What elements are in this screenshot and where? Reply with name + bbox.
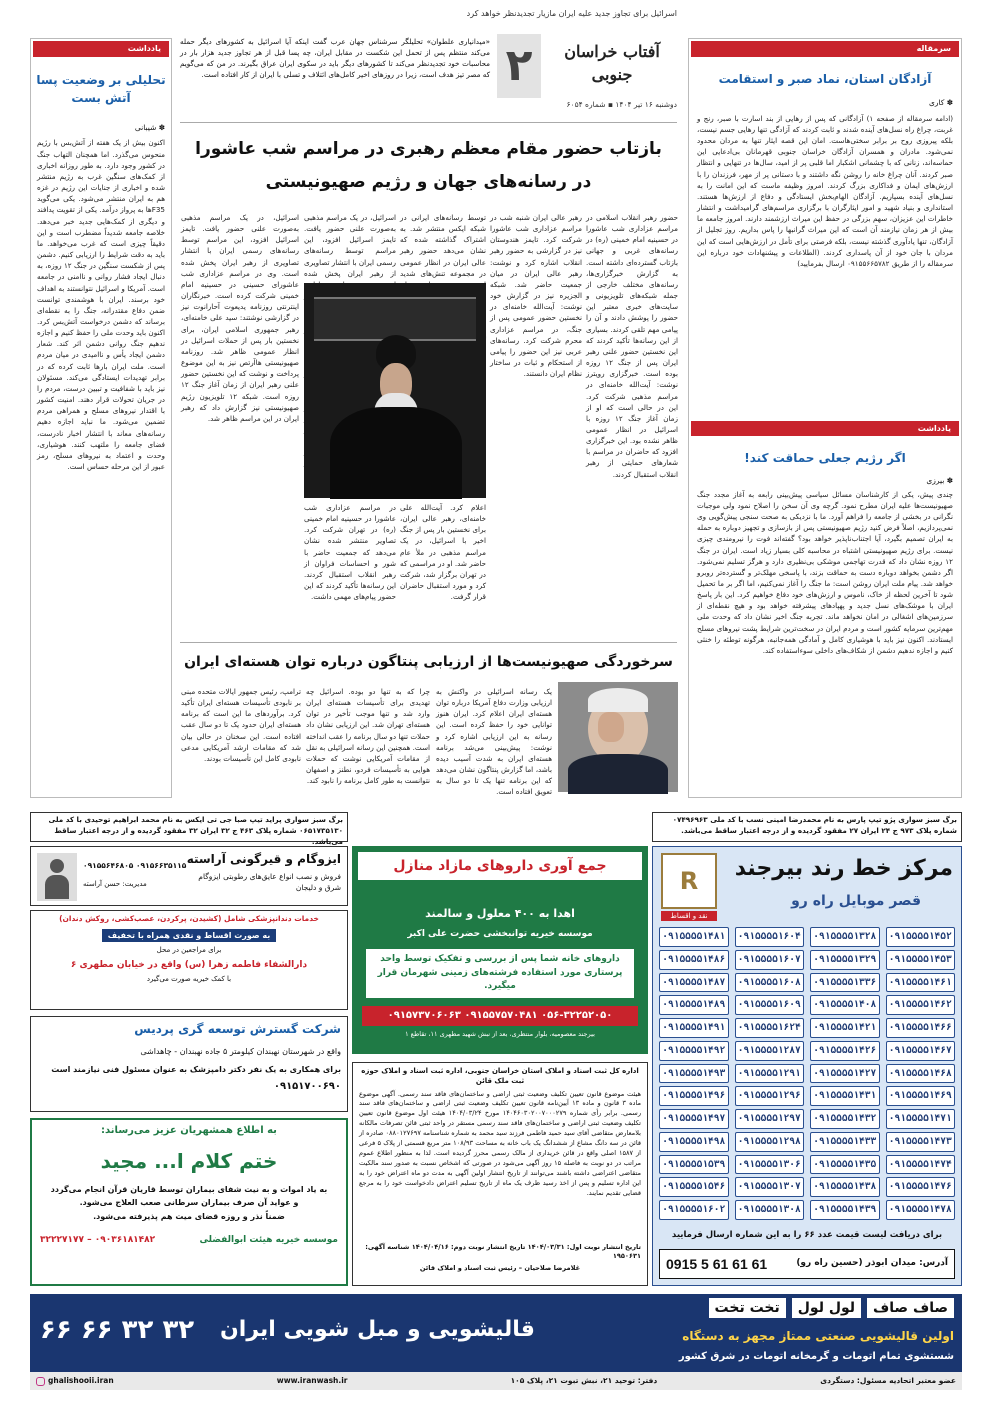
- second-col2: چرا که به تنها دو بوده. اسرائیل چه تهدیدی برای تأسیسات هسته‌ای ایران وارد شد و تنها موجب تأخیر در توان هسته‌ای تهران شد. این ارزیابی نشان داد حملات تنها دو سال برنامه را عقب انداخته است. همچنین این رسانه اسرائیلی به نقل از مقامات آمریکایی نوشت که حملات هوایی به تأسیسات فردو، نطنز و اصفهان نتوانست به طور کامل برنامه را نابود کند.: [306, 687, 430, 786]
- legal-dates: تاریخ انتشار نوبت اول: ۱۴۰۴/۰۳/۳۱ تاریخ انتشار نوبت دوم: ۱۴۰۴/۰۴/۱۶ شناسه آگهی: ۱۹۵۰۶۳۱: [365, 1242, 641, 1261]
- phone-number-item[interactable]: ۰۹۱۵۵۵۵۱۴۲۱: [810, 1018, 880, 1038]
- phone-center-ad: [652, 846, 962, 1286]
- logo: آفتاب خراسان جنوبی: [564, 42, 660, 85]
- carpet-web[interactable]: www.iranwash.ir: [276, 1375, 348, 1385]
- right-column: [688, 38, 962, 798]
- pardis-ad: [30, 1016, 348, 1112]
- phone-number-item[interactable]: ۰۹۱۵۵۵۵۱۵۴۶: [659, 1177, 729, 1197]
- legal-title: اداره کل ثبت اسناد و املاک استان خراسان جنوبی، اداره ثبت اسناد و املاک حوزه ثبت ملک قائن: [361, 1067, 639, 1085]
- drugs-address: بیرجند معصومیه، بلوار منتظری، بعد از نبش شهید مطهری ۱۱، تقاطع ۱: [405, 1030, 595, 1039]
- phone-number-item[interactable]: ۰۹۱۵۵۵۵۱۵۳۹: [659, 1155, 729, 1175]
- left-title: تحلیلی بر وضعیت پسا آتش بست: [36, 72, 166, 105]
- phone-number-item[interactable]: ۰۹۱۵۵۵۵۱۶۰۷: [735, 950, 805, 970]
- main-body-col5: اسرائیل، در یک مراسم مذهبی به‌صورت علنی حضور یافت. تایمز اسرائیل افزود، این مراسم توسط رسانه‌های رسمی ایران با انتشار تصاویری از رهبر ایران پخش شده است. وی در مراسم عزاداری شب عاشورای حسینی در حسینیه امام خمینی شرکت کرده است. خبرنگاران اینترنتی روزنامه یدیعوت آحارانوت نیز در گزارشی نوشتند: سید علی خامنه‌ای، رهبر جمهوری اسلامی ایران، برای نخستین بار پس از حملات اسرائیل در انظار عمومی ظاهر شد. روزنامه صهیونیستی هاآرتص نیز به این موضوع پرداخت و نوشت که این نخستین حضور علنی رهبر ایران از زمان آغاز جنگ ۱۲ روزه است. شبکه ۱۲ تلویزیون رژیم صهیونیستی نیز گزارش داد که رهبر ایران در این مراسم ظاهر شد.: [181, 213, 299, 423]
- phone-number-item[interactable]: ۰۹۱۵۵۵۵۱۴۲۶: [810, 1041, 880, 1061]
- drugs-title: جمع آوری داروهای مازاد منازل: [358, 852, 642, 880]
- phone-number-item[interactable]: ۰۹۱۵۵۵۵۱۴۷۴: [886, 1155, 956, 1175]
- main-title-line2: در رسانه‌های جهان و رژیم صهیونیستی: [265, 171, 592, 192]
- carpet-sub1: اولین قالیشویی صنعتی ممتاز مجهز به دستگاه: [682, 1329, 954, 1343]
- isogam-title: ایزوگام و قیرگونی آراسته: [186, 852, 341, 866]
- khatm-l2: و عواید آن صرف بیماران سرطانی صعب العلاج می‌شود.: [79, 1198, 299, 1208]
- phone-number-item[interactable]: ۰۹۱۵۵۵۵۱۴۸۶: [659, 950, 729, 970]
- phone-number-item[interactable]: ۰۹۱۵۵۵۵۱۴۶۶: [886, 1018, 956, 1038]
- khatm-phones[interactable]: ۰۹۰۳۶۱۸۱۴۸۲ – ۳۲۲۲۷۱۷۷: [40, 1235, 156, 1246]
- phone-number-item[interactable]: ۰۹۱۵۵۵۵۱۴۶۷: [886, 1041, 956, 1061]
- registration-notice-right: برگ سبز سواری پژو تیپ پارس به نام محمدرضا امینی نسب با کد ملی ۰۷۴۹۶۹۶۳ شماره پلاک ۹۷۳ ج ۲۴ ایران ۲۷ مفقود گردیده و از درجه اعتبار ساقط می‌باشد.: [652, 812, 962, 842]
- left-label: یادداشت: [33, 41, 169, 57]
- phone-number-item[interactable]: ۰۹۱۵۵۵۵۱۴۳۸: [810, 1177, 880, 1197]
- khatm-org: موسسه خیریه هیئت ابوالفضلی: [199, 1235, 338, 1246]
- drugs-line3: داروهای خانه شما پس از بررسی و تفکیک توسط واحد پرستاری مورد استفاده فرشته‌های زمینی شهرمان قرار میگیرد.: [366, 949, 634, 998]
- phone-number-item[interactable]: ۰۹۱۵۵۵۵۱۴۷۶: [886, 1177, 956, 1197]
- isogam-ad: [30, 846, 348, 906]
- dental-ad: [30, 910, 348, 1010]
- left-column: [30, 38, 172, 798]
- phone-number-item[interactable]: ۰۹۱۵۵۵۵۱۴۹۱: [659, 1018, 729, 1038]
- isogam-phones[interactable]: ۰۹۱۵۶۶۳۵۱۱۵ ۰۹۱۵۵۶۴۶۸۰۵: [83, 861, 187, 870]
- drugs-line2: موسسه خیریه توانبخشی حضرت علی اکبر: [407, 929, 593, 940]
- phone-number-item[interactable]: ۰۹۱۵۵۵۵۱۶۰۲: [659, 1200, 729, 1220]
- editorial-body: (ادامه سرمقاله از صفحه ۱) آزادگانی که پس از رهایی از بند اسارت با صبر، رنج و غربت، چراغ راه نسل‌های آینده شدند و ثابت کردند که آزادگی تنها رهایی جسم نیست، بلکه پیروزی روح بر برابر سختی‌هاست. امان این قصه ایثار تنها به مردان محدود نمی‌شود. مادران و همسران آزادگان خراسان جنوبی قهرمانان بی‌ادعایی این حماسه‌اند، زنانی که با چشمانی اشکبار اما قلبی پر از امید، سال‌ها در تنهایی و انتظار صبر کردند. آنان چراغ خانه را روشن نگه داشتند و با دستانی پر از مهر، فرزندان را با ارزش‌های ایمان و فداکاری بزرگ کردند. امروز وظیفه ماست که این امانت را به نسل‌های آینده بسپاریم. آزادگان الهام‌بخش ایستادگی و دفاع از ارزش‌ها هستند. استانداری و بنیاد شهید و امور ایثارگران با برگزاری مراسم‌های گرامیداشت و انتشار خاطرات این عزیزان، سهم بزرگی در حفظ این میراث ارزشمند دارند. امروز جامعه ما بیش از هر زمان نیازمند آن است که این میراث گرانبها را پاس بداریم. روز تجلیل از آزادگان، تنها یادآوری گذشته نیست، بلکه فرصتی برای تأمل در ارزش‌هایی است که این مردان با جان خود از آن پاسداری کردند. (الطلاعات و پیشنهادات خود درباره این سرمقاله را از طریق ۰۹۱۵۵۶۶۵۷۸۲ ارسال بفرمایید): [697, 113, 954, 268]
- isogam-manager: مدیریت: حسن آراسته: [83, 880, 147, 888]
- phone-number-item[interactable]: ۰۹۱۵۵۵۵۱۲۸۷: [735, 1041, 805, 1061]
- legal-body: هیئت موضوع قانون تعیین تکلیف وضعیت ثبتی اراضی و ساختمان‌های فاقد سند رسمی. آگهی موضوع ماده ۳ قانون و ماده ۱۳ آیین‌نامه قانون تعیین تکلیف وضعیت ثبتی اراضی و ساختمان‌های فاقد سند رسمی. برابر رأی شماره ۱۴۰۴۶۰۳۰۲۰۰۷۰۰۰۲۷۹ مورخ ۱۴۰۴/۰۳/۲۴ هیئت اول موضوع قانون تعیین تکلیف وضعیت ثبتی اراضی و ساختمان‌های فاقد سند رسمی مستقر در واحد ثبتی قائن تصرفات مالکانه بلامعارض متقاضی آقای سید حمید فاطمی فرزند سید محمد به شماره شناسنامه ۰۸۸۰۱۲۷۶۹۷ صادره از قائن در سه دانگ مشاع از ششدانگ یک باب خانه به مساحت ۱۰۸/۹۳ متر مربع قسمتی از پلاک ۵ فرعی از ۱۵۸۷ اصلی واقع در قائن خریداری از مالک رسمی محرز گردیده است. لذا به منظور اطلاع عموم مراتب در دو نوبت به فاصله ۱۵ روز آگهی می‌شود در صورتی که اشخاص نسبت به صدور سند مالکیت متقاضی اعتراضی داشته باشند می‌توانند از تاریخ انتشار اولین آگهی به مدت دو ماه اعتراض خود را به این اداره تسلیم و پس از اخذ رسید ظرف یک ماه از تاریخ تسلیم اعتراض دادخواست خود را به مرجع قضایی تقدیم نمایند.: [359, 1089, 642, 1197]
- phone-number-item[interactable]: ۰۹۱۵۵۵۵۱۴۳۹: [810, 1200, 880, 1220]
- phone-number-item[interactable]: ۰۹۱۵۵۵۵۱۶۲۴: [735, 1018, 805, 1038]
- phone-number-item[interactable]: ۰۹۱۵۵۵۵۱۴۷۳: [886, 1132, 956, 1152]
- second-col1: یک رسانه اسرائیلی در واکنش به ارزیابی وزارت دفاع آمریکا درباره توان هسته‌ای ایران اعلام کرد. ایران هنوز توانایی خود را حفظ کرده است. این رسانه به این ارزیابی اشاره کرد و نوشت: پیش‌بینی می‌شد برنامه هسته‌ای ایران به شدت آسیب دیده باشد، اما گزارش پنتاگون نشان می‌دهد که این برنامه تنها یک تا دو سال به تعویق افتاده است.: [436, 687, 552, 797]
- header: [180, 8, 677, 118]
- phone-number-item[interactable]: ۰۹۱۵۵۵۵۱۴۵۳: [886, 950, 956, 970]
- article-divider: [180, 642, 677, 643]
- carpet-insta[interactable]: ghalishooii.iran: [36, 1376, 114, 1387]
- phone-number-item[interactable]: ۰۹۱۵۵۵۵۱۴۶۹: [886, 1086, 956, 1106]
- khatm-title: ختم کلام ا... مجید: [100, 1148, 278, 1173]
- carpet-title: قالیشویی و مبل شویی ایران: [220, 1317, 535, 1342]
- carpet-footer: [30, 1372, 962, 1390]
- dental-sub2: برای مراجعین در محل: [156, 946, 222, 955]
- editorial-label: سرمقاله: [691, 41, 959, 57]
- note-title: اگر رژیم جعلی حماقت کند!: [744, 451, 906, 466]
- phone-number-item[interactable]: ۰۹۱۵۵۵۵۱۴۸۷: [659, 973, 729, 993]
- page-number: ۲: [497, 34, 541, 98]
- instagram-icon: [36, 1377, 45, 1386]
- phone-number-item[interactable]: ۰۹۱۵۵۵۵۱۴۹۲: [659, 1041, 729, 1061]
- phone-number-item[interactable]: ۰۹۱۵۵۵۵۱۴۰۸: [810, 995, 880, 1015]
- phone-number-item[interactable]: ۰۹۱۵۵۵۵۱۴۳۱: [810, 1086, 880, 1106]
- carpet-phone[interactable]: ۳۲ ۳۲ ۶۶ ۶۶: [40, 1315, 195, 1345]
- person-icon: [37, 853, 77, 901]
- second-article-title: سرخوردگی صهیونیست‌ها از ارزیابی پنتاگون درباره توان هسته‌ای ایران: [184, 654, 673, 670]
- khatm-head: به اطلاع همشهریان عزیز می‌رساند:: [101, 1125, 277, 1136]
- note-author: ✽ بیرزی: [926, 475, 953, 485]
- main-article-title: [180, 137, 677, 194]
- main-title-line1: بازتاب حضور مقام معظم رهبری در مراسم شب عاشورا: [195, 139, 662, 159]
- dental-footer: با کمک خیریه صورت می‌گیرد: [146, 975, 232, 984]
- phone-number-item[interactable]: ۰۹۱۵۵۵۵۱۴۸۹: [659, 995, 729, 1015]
- phone-number-item[interactable]: ۰۹۱۵۵۵۵۱۲۹۶: [735, 1086, 805, 1106]
- phone-number-item[interactable]: ۰۹۱۵۵۵۵۱۲۹۷: [735, 1109, 805, 1129]
- phone-number-item[interactable]: ۰۹۱۵۵۵۵۱۴۶۱: [886, 973, 956, 993]
- pardis-addr: واقع در شهرستان نهبندان کیلومتر ۵ جاده نهبندان - چاهداشی: [140, 1047, 341, 1057]
- pardis-title: شرکت گسترش توسعه گری پردیس: [134, 1022, 341, 1036]
- header-divider: [180, 122, 677, 123]
- header-intro: «میدانیاری علطوان» تحلیلگر سرشناس جهان عرب گفت اینکه آیا اسرائیل به کشورهای دیگر حمله می‌کند منتظم پس از تحمل این شکست در مقابل ایران، چه پسا قبل از هر تجاوز جدید هزار بار در محاسبات خود تجدیدنظر می‌کند تا کشورهای دیگر باید در سکوی ایران عراق بگیرند. در من که می‌گویم که مصر تیز هدف است، زیرا در روزهای اخیر کامل‌های ائتلاف و تسلی با ایران از کار افتاده است.: [180, 37, 490, 80]
- phone-center-subtitle: قصر موبایل راه رو: [791, 893, 921, 909]
- dental-sub1: به صورت اقساط و نقدی همراه با تخفیف: [102, 929, 277, 943]
- carpet-wash-ad: [30, 1294, 962, 1390]
- installment-badge: نقد و اقساط: [661, 911, 717, 921]
- phone-number-item[interactable]: ۰۹۱۵۵۵۵۱۴۶۲: [886, 995, 956, 1015]
- phone-number-item[interactable]: ۰۹۱۵۵۵۵۱۴۹۷: [659, 1109, 729, 1129]
- phone-number-item[interactable]: ۰۹۱۵۵۵۵۱۴۳۳: [810, 1132, 880, 1152]
- phone-number-item[interactable]: ۰۹۱۵۵۵۵۱۳۲۸: [810, 927, 880, 947]
- phone-center-title: مرکز خط رند بیرجند: [734, 856, 953, 881]
- netanyahu-photo: [558, 682, 678, 792]
- phone-number-item[interactable]: ۰۹۱۵۵۵۵۱۳۰۸: [735, 1200, 805, 1220]
- date-issue: دوشنبه ۱۶ تیر ۱۴۰۴ ▪ شماره ۶۰۵۴: [566, 100, 677, 109]
- legal-notice: [352, 1062, 648, 1286]
- phone-number-item[interactable]: ۰۹۱۵۵۵۵۱۴۹۸: [659, 1132, 729, 1152]
- main-lower-col1: اعلام کرد. آیت‌الله علی خامنه‌ای، رهبر عالی ایران، برای نخستین بار پس از جنگ اخیر با اسرائیل، در یک مراسم مذهبی در ملأ عام حاضر شد. او در مراسمی که در تهران برگزار شد، شرکت کرد و مورد استقبال حاضران قرار گرفت.: [400, 503, 486, 602]
- phone-number-item[interactable]: ۰۹۱۵۵۵۵۱۴۲۷: [810, 1064, 880, 1084]
- phone-number-item[interactable]: ۰۹۱۵۵۵۵۱۴۵۲: [886, 927, 956, 947]
- left-body: اکنون بیش از یک هفته از آتش‌بس با رژیم منحوس می‌گذرد. اما همچنان التهاب جنگ در کشور وجود دارد. به طور روزانه اخباری از کمک‌های سنگین غرب به رژیم منتشر شده و اخباری از جنایات این رژیم در غزه هم به ایران منتشر می‌شود. یکی می‌گوید F35ها به پرواز درآمد. یکی از تقویت پدافند و دیگری از کمک‌هایی جدید خبر می‌دهد. خلاصه جامعه شدیداً مضطرب است و این دقیقاً چیزی است که غرب می‌خواهد. ما باید به دقت شرایط را ارزیابی کنیم. دشمن پس از شکست سنگین در جنگ ۱۲ روزه، به دنبال ایجاد فشار روانی و ناامنی در جامعه است. آمریکا و اسرائیل نتوانستند به اهداف خود برسند. ایران با هوشمندی توانست ضمن دفاع مقتدرانه، جنگ را به نقطه‌ای برساند که دشمن درخواست آتش‌بس کرد. اکنون باید وحدت ملی را حفظ کنیم و اجازه ندهیم جنگ روانی دشمن اثر کند. شعار دشمن ایجاد یأس و ناامیدی در میان مردم است. ملت ایران بارها ثابت کرده که در برابر تهدیدات ایستادگی می‌کند. مسئولان نیز باید با شفافیت و تبیین درست، مردم را در جریان تحولات قرار دهند. امنیت کشور با اقتدار نیروهای مسلح و همراهی مردم تضمین می‌شود. ما نباید اجازه دهیم رسانه‌های معاند با انتشار اخبار نادرست، فضای جامعه را ملتهب کنند. هوشیاری، وحدت و اعتماد به نیروهای مسلح، رمز عبور از این مرحله حساس است.: [37, 138, 166, 471]
- top-ticker: اسرائیل برای تجاوز جدید علیه ایران مازیار تجدیدنظر خواهد کرد: [466, 9, 677, 18]
- phone-number-item[interactable]: ۰۹۱۵۵۵۵۱۴۹۳: [659, 1064, 729, 1084]
- phone-center-phone[interactable]: 0915 5 61 61 61: [666, 1255, 768, 1272]
- main-body-col3: توسط رسانه‌های ایرانی در شبکه ایکس منتشر شد. به اشتراک گذاشته شده که نشان می‌دهد حضور رهبر عالی ایران در انظار عمومی در مجموعه تنش‌های شدید: [400, 213, 486, 278]
- note-body: چندی پیش، یکی از کارشناسان مسائل سیاسی پیش‌بینی رابعه به آغاز مجدد جنگ صهیونیست‌ها علیه ایران مطرح نمود. گرچه وی آن سخن را اصلاح نمود ولی موجبات نگرانی در بخشی از جامعه را فراهم آورد. ما با نزدیکی به صحت سنجی پیش‌گویی وی نمی‌پردازیم، اصلاً فرض کنید رژیم صهیونیستی پس از بازسازی و تجهیز دوباره به حمله به ایران تصمیم بگیرد، آیا اجتناب‌ناپذیر خواهد بود؟ گفته‌اند فوت را نیرومندی چیزی نیست. برای رژیم صهیونیستی اشتباه در محاسبه کلی بسیار زیاد است. ایران در جنگ ۱۲ روزه نشان داد که قدرت تهاجمی موشکی بی‌نظیری دارد و هرگز تسلیم نمی‌شود. اگر دشمن بخواهد دوباره دست به حماقت بزند، با پاسخی مهلک‌تر و گسترده‌تر روبرو خواهد شد. پیام ملت ایران روشن است: ما جنگ را آغاز نمی‌کنیم، اما اگر بر ما تحمیل شود تا آخرین لحظه از خاک، ناموس و ارزش‌های خود دفاع خواهیم کرد. این بار پاسخ ایران با موشک‌های نسل جدید و پهپادهای پیشرفته خواهد بود و هیچ نقطه‌ای از سرزمین‌های اشغالی در امان نخواهد ماند. تجربه جنگ اخیر نشان داد که وحدت ملی مهم‌ترین سرمایه کشور است و مردم ایران در سخت‌ترین شرایط پشت نیروهای مسلح ایستادند. اکنون نیز باید با هوشیاری کامل و آمادگی همه‌جانبه، هرگونه توطئه را خنثی کنیم و اجازه ندهیم دشمن از شکاف‌های داخلی سوءاستفاده کند.: [697, 489, 953, 655]
- editorial-author: ✽ کاری: [928, 97, 953, 107]
- carpet-labels: صاف صاف لول لول تخت تخت: [709, 1298, 954, 1318]
- main-lower-col2: در مراسم عزاداری شب عاشورا در حسینیه امام خمینی (ره) در تهران شرکت کرد. تصاویر منتشر شده نشان می‌دهد که جمعیت حاضر با شور و احساسات فراوان از رهبر انقلاب استقبال کردند. این رسانه‌ها تأکید کردند که این حضور پیام‌های مهمی داشت.: [304, 503, 396, 602]
- phone-number-item[interactable]: ۰۹۱۵۵۵۵۱۶۰۹: [735, 995, 805, 1015]
- registration-notice-left: برگ سبز سواری پراید تیپ صبا جی تی ایکس به نام محمد ابراهیم توحیدی با کد ملی ۰۶۵۱۷۳۵۱۳۰ شماره پلاک ۴۶۳ ج ۳۲ ایران ۳۲ مفقود گردیده و از درجه اعتبار ساقط می‌باشد.: [30, 812, 348, 842]
- pardis-phone[interactable]: ۰۹۱۵۱۷۰۰۶۹۰: [273, 1080, 341, 1092]
- drugs-line1: اهدا به ۴۰۰ معلول و سالمند: [425, 907, 575, 921]
- phone-number-item[interactable]: ۰۹۱۵۵۵۵۱۴۹۶: [659, 1086, 729, 1106]
- editorial-title: آزادگان استان، نماد صبر و استقامت: [718, 71, 932, 86]
- phone-number-item[interactable]: ۰۹۱۵۵۵۵۱۶۰۸: [735, 973, 805, 993]
- leader-photo: [304, 283, 486, 498]
- drugs-phones[interactable]: ۰۵۶-۳۲۲۵۲۰۵۰ ۰۹۱۵۵۷۵۷۰۴۸۱ ۰۹۱۵۷۳۷۰۶۰۶۳: [362, 1006, 638, 1027]
- left-author: ✽ شیبانی: [134, 122, 165, 132]
- legal-sign: غلامرضا صلاحیان – رئیس ثبت اسناد و املاک قائن: [419, 1263, 581, 1272]
- price-note: برای دریافت لیست قیمت عدد ۶۶ را به این شماره ارسال فرمایید: [671, 1230, 943, 1240]
- phone-number-item[interactable]: ۰۹۱۵۵۵۵۱۳۰۶: [735, 1155, 805, 1175]
- phone-number-item[interactable]: ۰۹۱۵۵۵۵۱۴۷۱: [886, 1109, 956, 1129]
- phone-center-address: آدرس: میدان ابوذر (حسین راه رو) 0915 5 61 61 61: [659, 1249, 955, 1279]
- khatm-l1: به یاد اموات و به نیت شفای بیماران توسط قاریان قرآن انجام می‌گردد: [50, 1184, 328, 1194]
- phone-number-item[interactable]: ۰۹۱۵۵۵۵۱۶۰۴: [735, 927, 805, 947]
- pardis-desc: برای همکاری به یک نفر دکتر دامپزشک به عنوان مسئول فنی نیازمند است: [51, 1064, 341, 1074]
- drugs-collection-ad: [352, 846, 648, 1054]
- second-col3: ترامپ، رئیس جمهور ایالات متحده مبنی بر نابودی تأسیسات هسته‌ای ایران تأکید کرد. برآوردهای ما این است که برنامه هسته‌ای ایران حدود یک تا دو سال عقب افتاده است. این سخنان در حالی بیان شد که مقامات ارشد آمریکایی مدعی نابودی کامل این تأسیسات بودند.: [181, 687, 301, 763]
- main-body-col1: حضور رهبر انقلاب اسلامی در مراسم عزاداری شب عاشورا در حسینیه امام خمینی (ره) در رسانه‌های غربی و جهانی بازتاب گسترده‌ای داشته است. به گزارش خبرگزاری‌ها، رسانه‌های مختلف خارجی از جمله شبکه‌های تلویزیونی و سایت‌های خبری معتبر این حضور را پوشش دادند و آن را پیامی مهم تلقی کردند. بسیاری از این رسانه‌ها تأکید کردند که این نخستین حضور علنی رهبر ایران پس از جنگ ۱۲ روزه بوده است. خبرگزاری رویترز نوشت: آیت‌الله خامنه‌ای در مراسم مذهبی شرکت کرد. این در حالی است که او از زمان آغاز جنگ ۱۲ روزه با اسرائیل در انظار عمومی ظاهر نشده بود. این خبرگزاری افزود که حاضران در مراسم با شعارهای حمایتی از رهبر انقلاب استقبال کردند.: [586, 213, 678, 479]
- note-label: یادداشت: [691, 421, 959, 437]
- dental-title: خدمات دندانپزشکی شامل (کشیدن، پرکردن، عصب‌کشی، روکش دندان): [59, 914, 319, 923]
- carpet-sub2: شستشوی تمام اتومات و گرمخانه اتومات در شرق کشور: [678, 1351, 954, 1362]
- main-body-col4: اسرائیل، در یک مراسم مذهبی به‌صورت علنی حضور یافت. تایمز اسرائیل افزود، این مراسم توسط رسانه‌های رسمی ایران با انتشار تصاویری از رهبر ایران پخش شده: [304, 213, 396, 278]
- phone-number-item[interactable]: ۰۹۱۵۵۵۵۱۳۰۷: [735, 1177, 805, 1197]
- phone-number-item[interactable]: ۰۹۱۵۵۵۵۱۴۳۲: [810, 1109, 880, 1129]
- phone-number-item[interactable]: ۰۹۱۵۵۵۵۱۲۹۱: [735, 1064, 805, 1084]
- phone-number-item[interactable]: ۰۹۱۵۵۵۵۱۴۷۸: [886, 1200, 956, 1220]
- phone-number-grid: [659, 927, 955, 1220]
- phone-number-item[interactable]: ۰۹۱۵۵۵۵۱۲۹۸: [735, 1132, 805, 1152]
- phone-number-item[interactable]: ۰۹۱۵۵۵۵۱۴۶۸: [886, 1064, 956, 1084]
- dental-addr: دارالشفاء فاطمه زهرا (س) واقع در خیابان مطهری ۶: [70, 959, 308, 970]
- phone-number-item[interactable]: ۰۹۱۵۵۵۵۱۳۳۶: [810, 973, 880, 993]
- phone-number-item[interactable]: ۰۹۱۵۵۵۵۱۴۳۵: [810, 1155, 880, 1175]
- carpet-address: دفتر: توحید ۲۱، نبش تبوت ۲۱، پلاک ۱۰۵: [510, 1375, 658, 1385]
- phone-center-logo: R: [661, 853, 717, 909]
- carpet-member: عضو معتبر اتحادیه مسئول: دستگردی: [820, 1375, 956, 1385]
- phone-number-item[interactable]: ۰۹۱۵۵۵۵۱۳۲۹: [810, 950, 880, 970]
- isogam-desc: فروش و نصب انواع عایق‌های رطوبتی ایزوگام شرق و دلیجان: [198, 872, 341, 893]
- khatm-ad: [30, 1118, 348, 1286]
- khatm-l3: ضمناً نذر و روزه قضای میت هم پذیرفته می‌شود.: [93, 1211, 285, 1221]
- main-body-col2: رهبر عالی ایران شنبه شب در مراسم عزاداری شب عاشورا شرکت کرد. تایمز هندوستان نیز در گزارشی به حضور رهبر انقلاب اشاره کرد و نوشت: رهبر عالی ایران در میان جمعیت حاضر شد. شبکه الجزیره نیز در گزارش خود نوشت: آیت‌الله خامنه‌ای در نخستین حضور عمومی پس از جنگ، در مراسم عزاداری محرم شرکت کرد. رسانه‌های عربی نیز این حضور را پیامی از استحکام و ثبات در ساختار نظام ایران دانستند.: [490, 213, 582, 379]
- phone-number-item[interactable]: ۰۹۱۵۵۵۵۱۴۸۱: [659, 927, 729, 947]
